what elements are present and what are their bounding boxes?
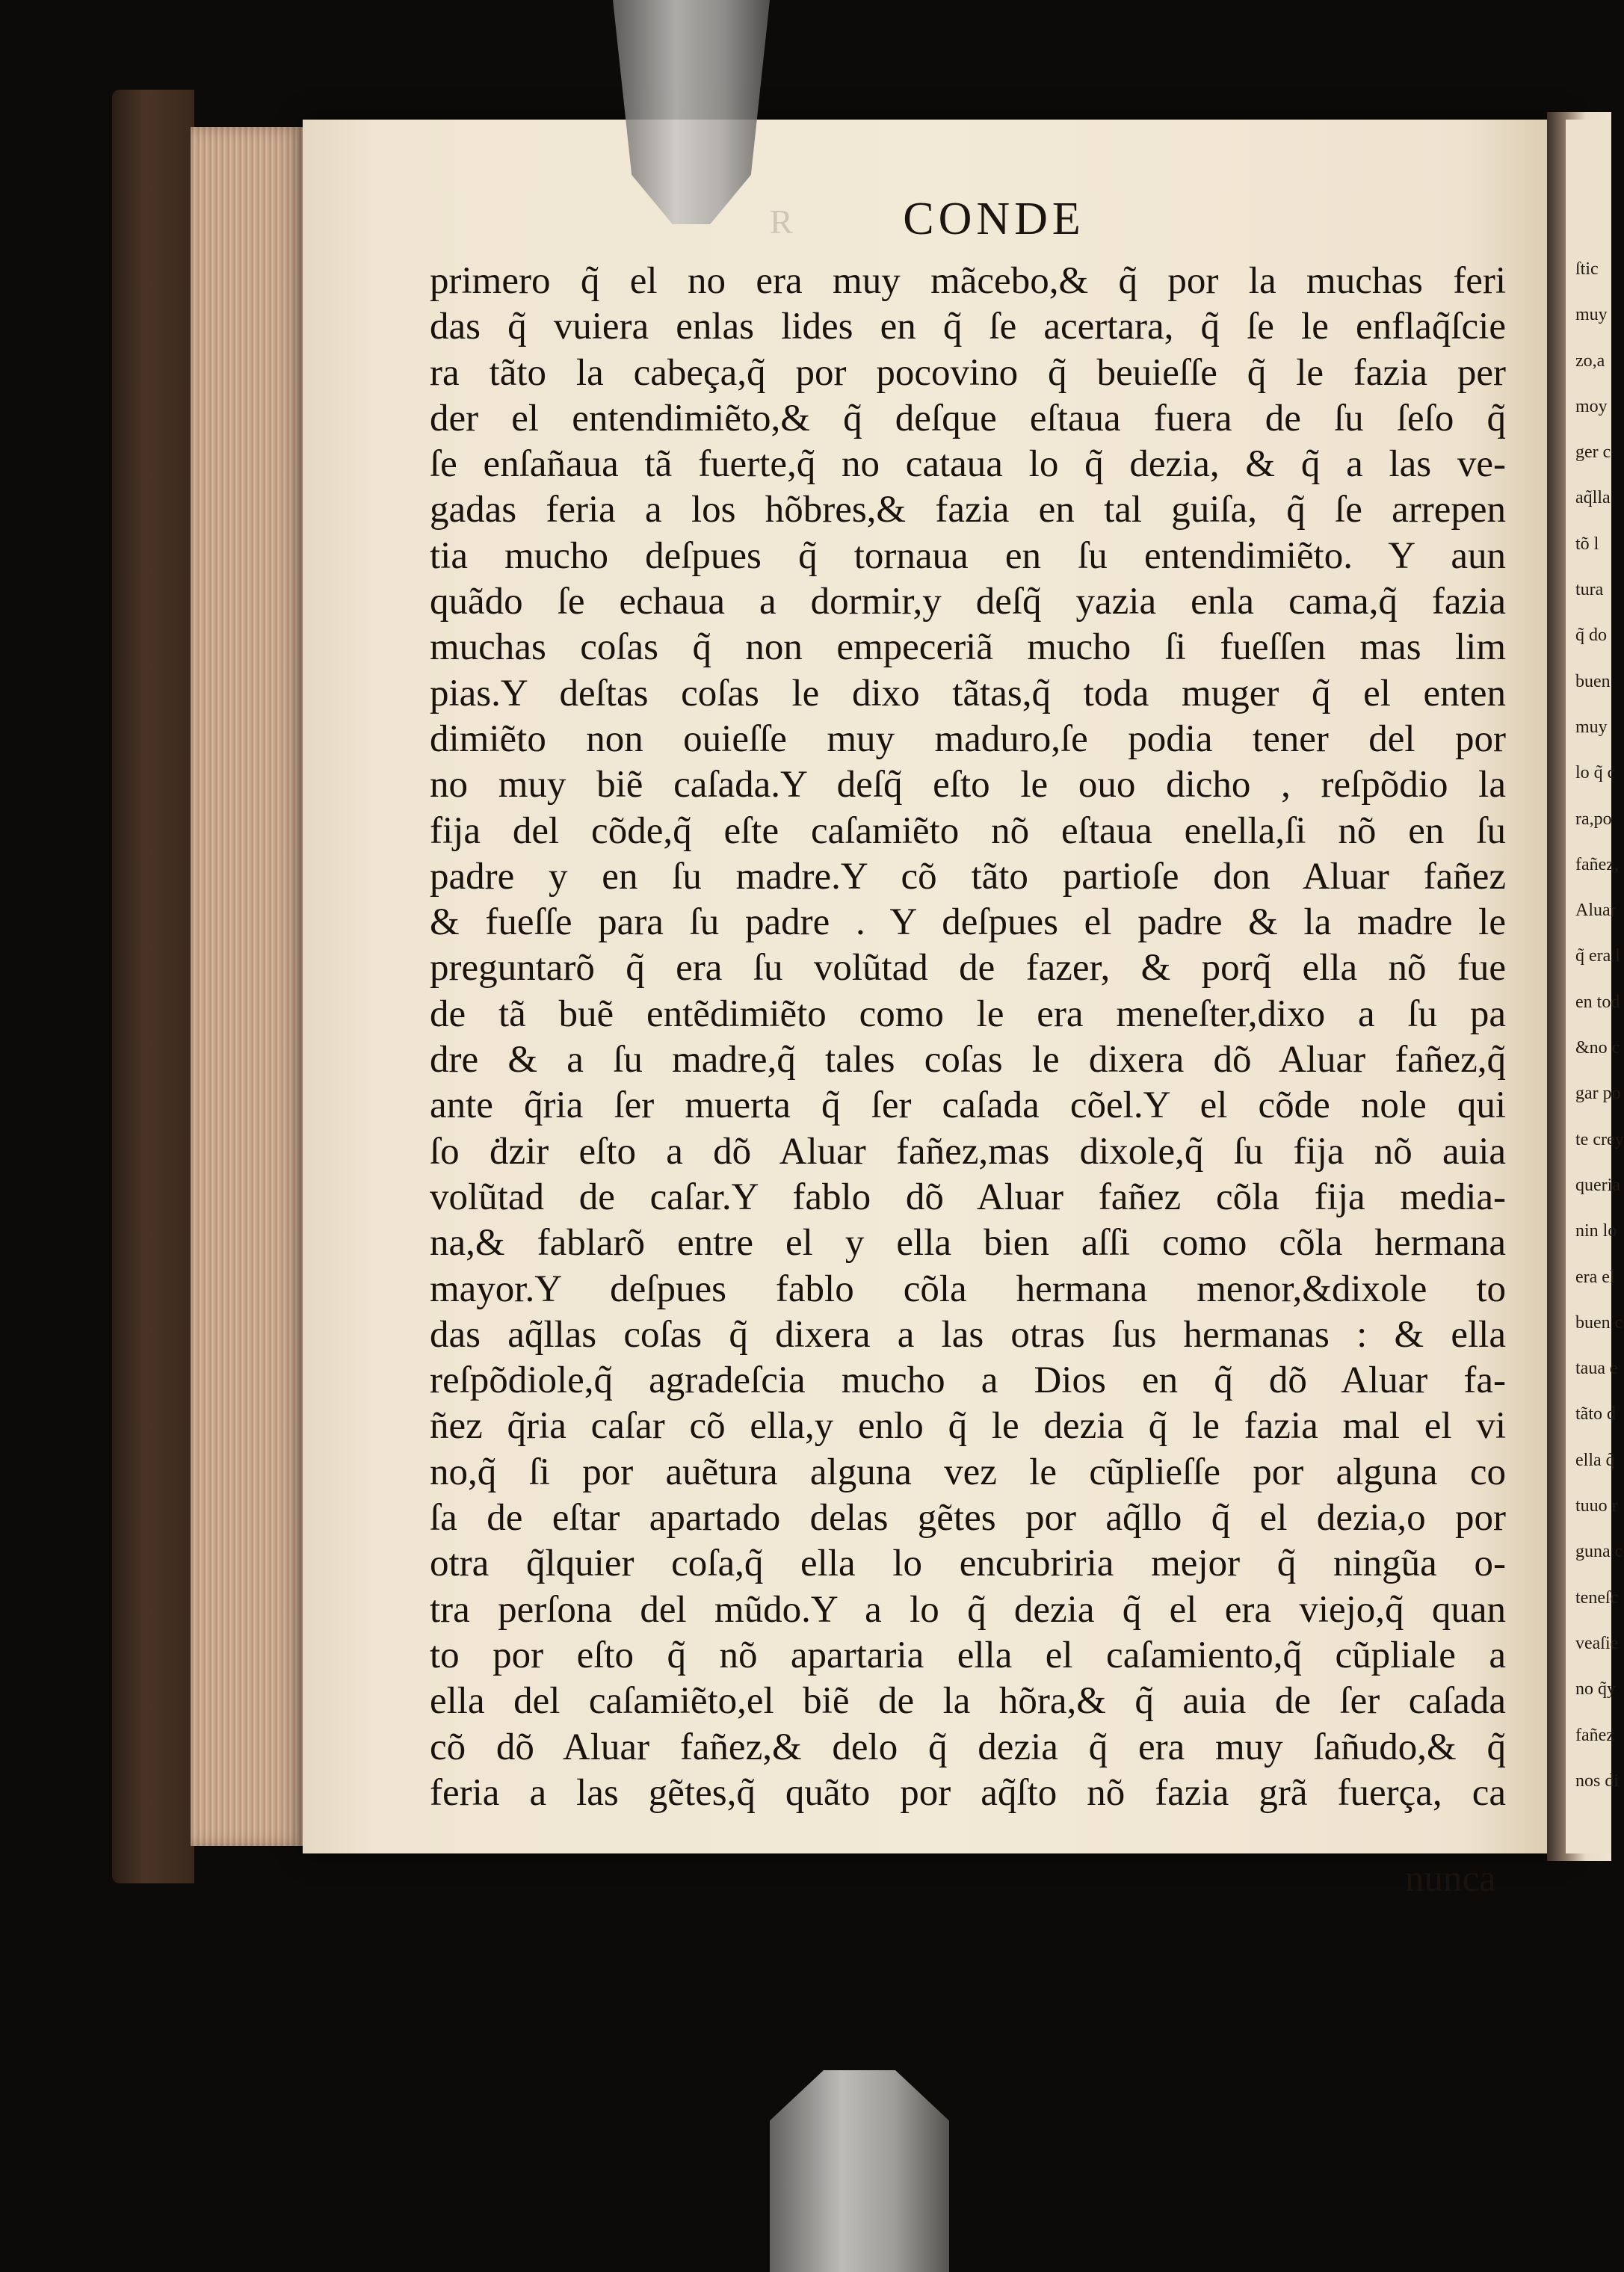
facing-line: nin lo <box>1575 1221 1617 1241</box>
text-line: cõ dõ Aluar fañez,& delo q̃ dezia q̃ era muy ſañudo,& q̃ <box>430 1726 1506 1768</box>
page-edges <box>191 127 310 1846</box>
facing-line: taua e <box>1575 1359 1618 1379</box>
facing-line: &no c <box>1575 1038 1620 1058</box>
text-line: na,& fablarõ entre el y ella bien aſſi como cõla hermana <box>430 1222 1506 1265</box>
bottom-clip <box>770 2070 949 2272</box>
facing-line: tuuo r <box>1575 1496 1618 1516</box>
text-line: primero q̃ el no era muy mãcebo,& q̃ por la muchas feri <box>430 260 1506 302</box>
facing-line: no q̃y <box>1575 1679 1616 1700</box>
text-line: no,q̃ ſi por auẽtura alguna vez le cũplieſſe por alguna co <box>430 1451 1506 1493</box>
facing-line: zo,a <box>1575 351 1605 371</box>
text-line: das q̃ vuiera enlas lides en q̃ ſe acertara, q̃ ſe le enflaq̃ſcie <box>430 306 1506 348</box>
text-line: to por eſto q̃ nõ apartaria ella el caſamiento,q̃ cũpliale a <box>430 1634 1506 1676</box>
facing-line: ra,po <box>1575 809 1612 829</box>
text-line: der el entendimiẽto,& q̃ deſque eſtaua fuera de ſu ſeſo q̃ <box>430 397 1506 439</box>
facing-line: Aluar <box>1575 901 1617 921</box>
text-line: ra tãto la cabeça,q̃ por pocovino q̃ beuieſſe q̃ le fazia per <box>430 351 1506 394</box>
facing-line: te crey <box>1575 1129 1624 1149</box>
text-line: ſa de eſtar apartado delas gẽtes por aq̃llo q̃ el dezia,o por <box>430 1497 1506 1540</box>
text-line: ella del caſamiẽto,el biẽ de la hõra,& q̃ auia de ſer caſada <box>430 1680 1506 1723</box>
body-text <box>430 259 1506 1816</box>
text-line: dre & a ſu madre,q̃ tales coſas le dixera dõ Aluar fañez,q̃ <box>430 1039 1506 1081</box>
text-line: mayor.Y deſpues fablo cõla hermana menor,&dixole to <box>430 1268 1506 1310</box>
facing-line: aq̃lla <box>1575 488 1611 508</box>
page-header: CONDE <box>903 194 1085 244</box>
text-line: das aq̃llas coſas q̃ dixera a las otras ſus hermanas : & ella <box>430 1313 1506 1356</box>
text-line: preguntarõ q̃ era ſu volũtad de fazer, & porq̃ ella nõ fue <box>430 947 1506 990</box>
facing-line: moy <box>1575 396 1608 416</box>
facing-line: lo q̃ c <box>1575 763 1616 783</box>
facing-page-text <box>1575 247 1624 1804</box>
facing-line: q̃ era l <box>1575 946 1620 966</box>
facing-line: teneſc <box>1575 1587 1619 1608</box>
facing-line: nos di <box>1575 1771 1620 1791</box>
text-line: dimiẽto non ouieſſe muy maduro,ſe podia tener del por <box>430 717 1506 760</box>
facing-line: tõ l <box>1575 534 1599 554</box>
text-line: tra perſona del mũdo.Y a lo q̃ dezia q̃ el era viejo,q̃ quan <box>430 1588 1506 1631</box>
text-line: & fueſſe para ſu padre . Y deſpues el padre & la madre le <box>430 901 1506 944</box>
text-line: ſo ḋzir eſto a dõ Aluar fañez,mas dixole,q̃ ſu fija nõ auia <box>430 1130 1506 1173</box>
header-ghost: R <box>770 203 793 241</box>
facing-line: muy <box>1575 717 1608 737</box>
facing-line: fañez <box>1575 1725 1614 1745</box>
facing-line: en tod <box>1575 992 1620 1012</box>
text-line: tia mucho deſpues q̃ tornaua en ſu entendimiẽto. Y aun <box>430 534 1506 577</box>
text-line: ñez q̃ria caſar cõ ella,y enlo q̃ le dezia q̃ le fazia mal el vi <box>430 1405 1506 1448</box>
facing-line: ſtic <box>1575 259 1599 279</box>
text-line: otra q̃lquier coſa,q̃ ella lo encubriria mejor q̃ ningũa o- <box>430 1543 1506 1585</box>
facing-line: era el <box>1575 1267 1615 1287</box>
text-line: pias.Y deſtas coſas le dixo tãtas,q̃ toda muger q̃ el enten <box>430 672 1506 714</box>
facing-line: tura <box>1575 580 1604 600</box>
text-line: ſe enſañaua tã fuerte,q̃ no cataua lo q̃ dezia, & q̃ a las ve- <box>430 443 1506 486</box>
book-cover <box>112 90 194 1883</box>
facing-line: guna c <box>1575 1542 1623 1562</box>
text-line: padre y en ſu madre.Y cõ tãto partioſe don Aluar fañez <box>430 855 1506 898</box>
facing-line: buen <box>1575 671 1611 691</box>
text-line: reſpõdiole,q̃ agradeſcia mucho a Dios en q̃ dõ Aluar fa- <box>430 1359 1506 1402</box>
text-line: fija del cõde,q̃ eſte caſamiẽto nõ eſtaua enella,ſi nõ en ſu <box>430 809 1506 852</box>
catchword: nunca <box>1405 1858 1496 1900</box>
facing-line: veaſie <box>1575 1633 1619 1653</box>
text-line: no muy biẽ caſada.Y deſq̃ eſto le ouo dicho , reſpõdio la <box>430 764 1506 806</box>
facing-line: ella q̃ <box>1575 1450 1615 1470</box>
facing-line: gar po <box>1575 1084 1621 1104</box>
text-line: gadas feria a los hõbres,& fazia en tal guiſa, q̃ ſe arrepen <box>430 489 1506 531</box>
facing-line: fañez, <box>1575 854 1619 874</box>
text-line: de tã buẽ entẽdimiẽto como le era meneſter,dixo a ſu pa <box>430 993 1506 1035</box>
facing-line: tãto d <box>1575 1404 1616 1424</box>
facing-line: ger c <box>1575 442 1611 463</box>
facing-line: q̃ do <box>1575 626 1607 646</box>
facing-line: queria <box>1575 1175 1620 1195</box>
text-line: feria a las gẽtes,q̃ quãto por aq̃ſto nõ fazia grã fuerça, ca <box>430 1771 1506 1814</box>
facing-line: buen c <box>1575 1312 1623 1333</box>
facing-line: muy <box>1575 305 1608 325</box>
text-line: quãdo ſe echaua a dormir,y deſq̃ yazia enla cama,q̃ fazia <box>430 581 1506 623</box>
text-line: ante q̃ria ſer muerta q̃ ſer caſada cõel.Y el cõde nole qui <box>430 1084 1506 1127</box>
text-line: volũtad de caſar.Y fablo dõ Aluar fañez cõla fija media- <box>430 1176 1506 1218</box>
text-line: muchas coſas q̃ non empeceriã mucho ſi fueſſen mas lim <box>430 626 1506 669</box>
